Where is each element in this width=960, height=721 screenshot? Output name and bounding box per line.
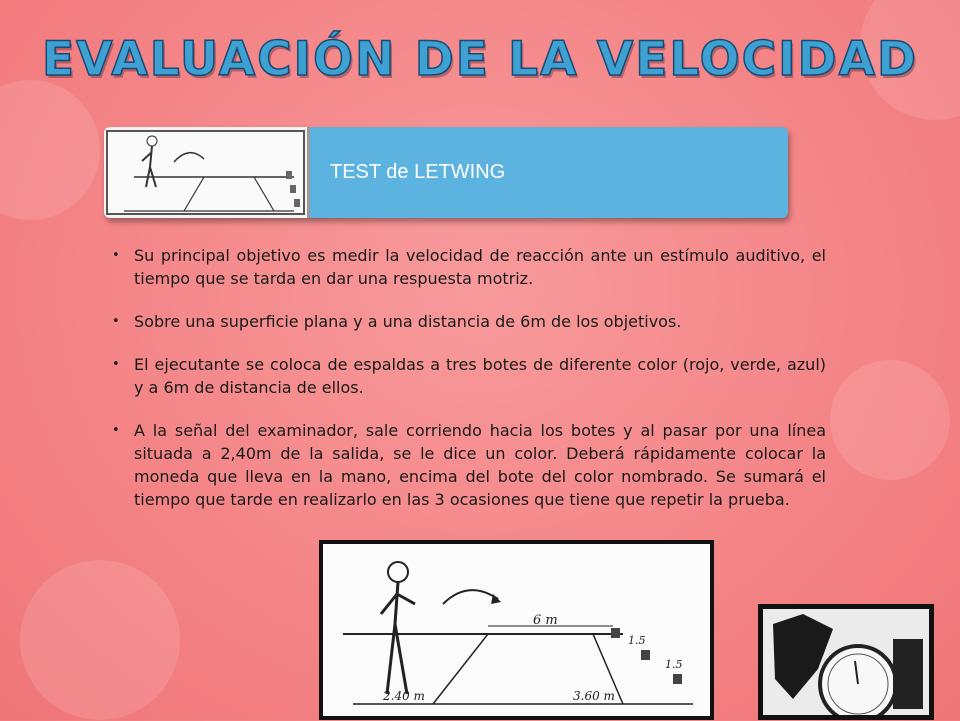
banner-label: TEST de LETWING: [330, 161, 506, 183]
bullet-item: • Sobre una superficie plana y a una distancia de 6m de los objetivos.: [112, 310, 826, 333]
bullet-item: • A la señal del examinador, sale corriendo hacia los botes y al pasar por una línea situada a 2,40m de la salida, se le dice un color. Deberá rápidamente colocar la moneda que lleva en la mano, encima del bote del color nombrado. Se sumará el tiempo que tarde en realizarlo en las 3 ocasiones que tiene que repetir la prueba.: [112, 419, 826, 511]
decorative-flower: [20, 560, 180, 720]
diagram-label-spacing-b: 1.5: [665, 658, 683, 671]
diagram-label-360: 3.60 m: [573, 689, 615, 703]
slide-title: EVALUACIÓN DE LA VELOCIDAD: [42, 32, 918, 87]
decorative-flower: [830, 360, 950, 480]
diagram-label-6m: 6 m: [533, 613, 558, 628]
bullet-list: [112, 244, 826, 531]
test-diagram-image: [319, 540, 714, 720]
diagram-label-spacing-a: 1.5: [628, 634, 646, 647]
test-diagram-thumbnail: [104, 127, 310, 218]
diagram-label-240: 2.40 m: [383, 689, 425, 703]
decorative-flower: [0, 80, 100, 220]
bullet-item: • El ejecutante se coloca de espaldas a tres botes de diferente color (rojo, verde, azul) y a 6m de distancia de ellos.: [112, 353, 826, 399]
test-banner: [104, 127, 788, 218]
bullet-item: • Su principal objetivo es medir la velocidad de reacción ante un estímulo auditivo, el tiempo que se tarda en dar una respuesta motriz.: [112, 244, 826, 290]
stopwatch-image: [758, 604, 934, 720]
